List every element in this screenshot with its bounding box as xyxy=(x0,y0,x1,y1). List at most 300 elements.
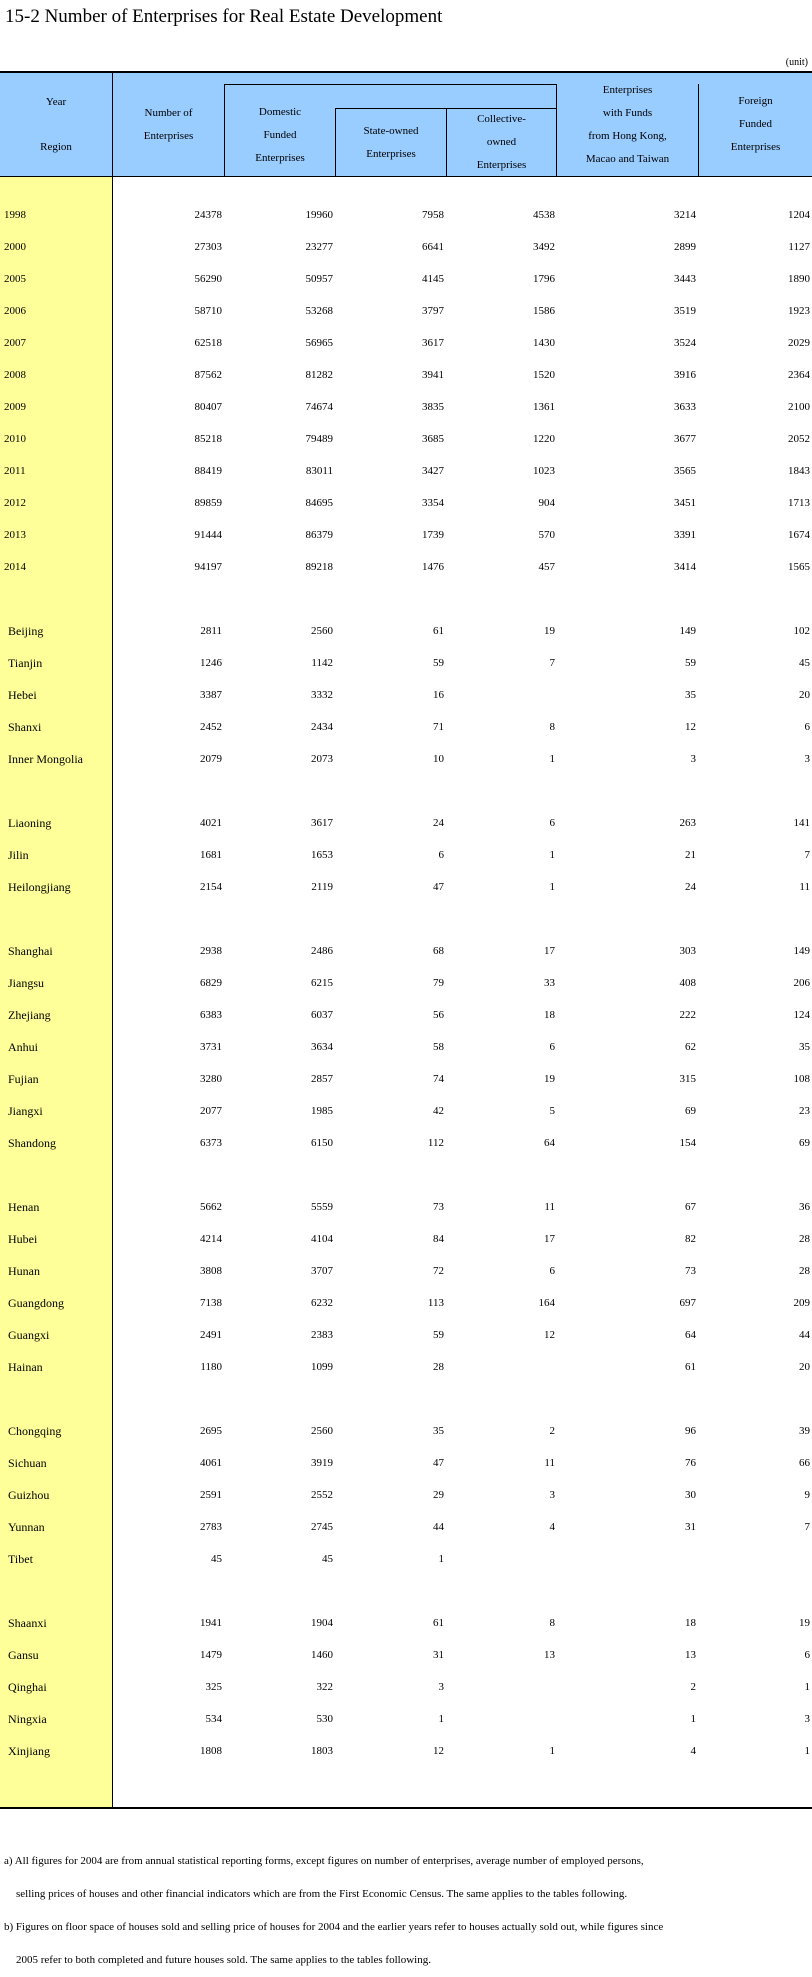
table-cell: 7 xyxy=(804,849,810,861)
table-cell: 1180 xyxy=(200,1361,222,1373)
table-cell: 1565 xyxy=(788,561,810,573)
table-cell: 24 xyxy=(685,881,696,893)
year-label: 2014 xyxy=(4,561,26,573)
table-cell: 1 xyxy=(549,849,555,861)
table-cell: 20 xyxy=(799,1361,810,1373)
table-cell: 62518 xyxy=(194,337,222,349)
table-cell: 6150 xyxy=(311,1137,333,1149)
table-cell: 61 xyxy=(685,1361,696,1373)
table-row xyxy=(0,1197,812,1217)
year-label: 2009 xyxy=(4,401,26,413)
region-label: Tianjin xyxy=(8,656,43,670)
table-cell: 1023 xyxy=(533,465,555,477)
table-cell: 2899 xyxy=(674,241,696,253)
header-number-of-enterprises xyxy=(113,73,224,176)
region-label: Shanxi xyxy=(8,720,42,734)
region-label: Jilin xyxy=(8,848,29,862)
table-cell: 59 xyxy=(433,657,444,669)
table-cell: 3731 xyxy=(200,1041,222,1053)
table-cell: 11 xyxy=(799,881,810,893)
table-row xyxy=(0,749,812,769)
table-cell: 3633 xyxy=(674,401,696,413)
table-cell: 79489 xyxy=(305,433,333,445)
table-cell: 80407 xyxy=(194,401,222,413)
table-cell: 7138 xyxy=(200,1297,222,1309)
table-cell: 3707 xyxy=(311,1265,333,1277)
region-label: Guangdong xyxy=(8,1296,64,1310)
table-cell: 69 xyxy=(685,1105,696,1117)
table-row xyxy=(0,941,812,961)
table-cell: 1 xyxy=(438,1553,444,1565)
table-cell: 3 xyxy=(804,1713,810,1725)
table-cell: 5559 xyxy=(311,1201,333,1213)
region-label: Hebei xyxy=(8,688,37,702)
header-text: State-owned xyxy=(363,124,419,137)
table-cell: 1 xyxy=(690,1713,696,1725)
table-cell: 322 xyxy=(316,1681,333,1693)
table-cell: 1476 xyxy=(422,561,444,573)
table-cell: 3634 xyxy=(311,1041,333,1053)
table-cell: 4 xyxy=(549,1521,555,1533)
table-cell: 85218 xyxy=(194,433,222,445)
table-cell: 1 xyxy=(438,1713,444,1725)
table-cell: 31 xyxy=(433,1649,444,1661)
year-label: 2012 xyxy=(4,497,26,509)
table-row xyxy=(0,1005,812,1025)
table-cell: 3 xyxy=(804,753,810,765)
table-cell: 89218 xyxy=(305,561,333,573)
table-row xyxy=(0,1037,812,1057)
table-cell: 4021 xyxy=(200,817,222,829)
table-cell: 23 xyxy=(799,1105,810,1117)
region-label: Hubei xyxy=(8,1232,38,1246)
table-cell: 94197 xyxy=(194,561,222,573)
table-cell: 124 xyxy=(793,1009,810,1021)
table-cell: 61 xyxy=(433,625,444,637)
header-text: from Hong Kong, xyxy=(588,129,667,142)
table-cell: 69 xyxy=(799,1137,810,1149)
table-cell: 2073 xyxy=(311,753,333,765)
table-cell: 5 xyxy=(549,1105,555,1117)
table-cell: 31 xyxy=(685,1521,696,1533)
table-cell: 2364 xyxy=(788,369,810,381)
table-cell: 457 xyxy=(538,561,555,573)
table-cell: 3524 xyxy=(674,337,696,349)
table-row xyxy=(0,461,812,481)
table-cell: 76 xyxy=(685,1457,696,1469)
table-cell: 102 xyxy=(793,625,810,637)
table-row xyxy=(0,1613,812,1633)
region-label: Anhui xyxy=(8,1040,38,1054)
table-cell: 3565 xyxy=(674,465,696,477)
table-row xyxy=(0,269,812,289)
divider xyxy=(0,176,812,177)
table-cell: 44 xyxy=(433,1521,444,1533)
table-row xyxy=(0,717,812,737)
table-cell: 1099 xyxy=(311,1361,333,1373)
table-cell: 4061 xyxy=(200,1457,222,1469)
table-cell: 2783 xyxy=(200,1521,222,1533)
table-cell: 4104 xyxy=(311,1233,333,1245)
table-cell: 35 xyxy=(685,689,696,701)
header-text: Domestic xyxy=(258,106,302,118)
table-cell: 28 xyxy=(433,1361,444,1373)
table-cell: 3835 xyxy=(422,401,444,413)
table-cell: 534 xyxy=(205,1713,222,1725)
table-cell: 6 xyxy=(804,1649,810,1661)
table-cell: 36 xyxy=(799,1201,810,1213)
table-cell: 10 xyxy=(433,753,444,765)
table-cell: 154 xyxy=(679,1137,696,1149)
table-row xyxy=(0,237,812,257)
table-cell: 8 xyxy=(549,1617,555,1629)
table-cell: 2079 xyxy=(200,753,222,765)
table-cell: 1142 xyxy=(311,657,333,669)
region-label: Shandong xyxy=(8,1136,56,1150)
table-cell: 530 xyxy=(316,1713,333,1725)
table-cell: 7 xyxy=(804,1521,810,1533)
table-cell: 82 xyxy=(685,1233,696,1245)
region-label: Inner Mongolia xyxy=(8,752,83,766)
year-label: 2007 xyxy=(4,337,26,349)
region-label: Tibet xyxy=(8,1552,33,1566)
footnote-a-continued: selling prices of houses and other financial indicators which are from the First Economic Census. The same applies to the tables following. xyxy=(16,1888,628,1900)
table-cell: 1 xyxy=(804,1681,810,1693)
table-cell: 64 xyxy=(685,1329,696,1341)
table-cell: 72 xyxy=(433,1265,444,1277)
table-cell: 222 xyxy=(679,1009,696,1021)
table-cell: 96 xyxy=(685,1425,696,1437)
table-cell: 6383 xyxy=(200,1009,222,1021)
region-label: Jiangsu xyxy=(8,976,44,990)
table-row xyxy=(0,1357,812,1377)
table-cell: 56 xyxy=(433,1009,444,1021)
footnote-b-continued: 2005 refer to both completed and future houses sold. The same applies to the tables following. xyxy=(16,1954,431,1966)
table-cell: 112 xyxy=(427,1137,444,1149)
divider xyxy=(224,84,556,85)
table-cell: 697 xyxy=(679,1297,696,1309)
table-cell: 4538 xyxy=(533,209,555,221)
table-cell: 1479 xyxy=(200,1649,222,1661)
region-label: Liaoning xyxy=(8,816,52,830)
table-row xyxy=(0,653,812,673)
table-cell: 3617 xyxy=(422,337,444,349)
table-cell: 11 xyxy=(544,1457,555,1469)
table-cell: 325 xyxy=(205,1681,222,1693)
region-label: Hainan xyxy=(8,1360,43,1374)
table-cell: 263 xyxy=(679,817,696,829)
table-cell: 1204 xyxy=(788,209,810,221)
year-label: 2011 xyxy=(4,465,26,477)
year-label: 2000 xyxy=(4,241,26,253)
year-label: 2005 xyxy=(4,273,26,285)
year-label: 1998 xyxy=(4,209,26,221)
unit-label: (unit) xyxy=(785,57,808,68)
region-label: Heilongjiang xyxy=(8,880,71,894)
table-cell: 84695 xyxy=(305,497,333,509)
table-cell: 1 xyxy=(549,753,555,765)
table-cell: 4214 xyxy=(200,1233,222,1245)
table-cell: 6 xyxy=(549,817,555,829)
table-cell: 1890 xyxy=(788,273,810,285)
table-cell: 2695 xyxy=(200,1425,222,1437)
table-cell: 3451 xyxy=(674,497,696,509)
table-cell: 2119 xyxy=(311,881,333,893)
table-cell: 1361 xyxy=(533,401,555,413)
region-label: Guizhou xyxy=(8,1488,50,1502)
table-row xyxy=(0,1229,812,1249)
table-cell: 47 xyxy=(433,1457,444,1469)
table-cell: 1586 xyxy=(533,305,555,317)
table-row xyxy=(0,1453,812,1473)
table-cell: 408 xyxy=(679,977,696,989)
table-cell: 84 xyxy=(433,1233,444,1245)
table-cell: 73 xyxy=(433,1201,444,1213)
table-cell: 3280 xyxy=(200,1073,222,1085)
header-text: Enterprises xyxy=(366,147,416,160)
table-cell: 6232 xyxy=(311,1297,333,1309)
header-text: Enterprises xyxy=(602,83,653,96)
table-cell: 1843 xyxy=(788,465,810,477)
table-cell: 6 xyxy=(549,1041,555,1053)
year-label: 2008 xyxy=(4,369,26,381)
table-cell: 1520 xyxy=(533,369,555,381)
table-cell: 13 xyxy=(685,1649,696,1661)
table-cell: 59 xyxy=(685,657,696,669)
table-cell: 1220 xyxy=(533,433,555,445)
table-cell: 56965 xyxy=(305,337,333,349)
table-cell: 1674 xyxy=(788,529,810,541)
table-cell: 206 xyxy=(793,977,810,989)
header-collective-owned xyxy=(447,109,556,176)
table-cell: 4 xyxy=(690,1745,696,1757)
table-cell: 21 xyxy=(685,849,696,861)
table-cell: 149 xyxy=(679,625,696,637)
table-cell: 86379 xyxy=(305,529,333,541)
header-text: Number of xyxy=(144,106,193,119)
footnote-a: a) All figures for 2004 are from annual statistical reporting forms, except figures on number of enterprises, average number of employed persons, xyxy=(4,1855,644,1867)
table-cell: 44 xyxy=(799,1329,810,1341)
table-row xyxy=(0,621,812,641)
table-cell: 3354 xyxy=(422,497,444,509)
region-label: Fujian xyxy=(8,1072,39,1086)
table-cell: 19 xyxy=(799,1617,810,1629)
table-cell: 87562 xyxy=(194,369,222,381)
table-cell: 45 xyxy=(799,657,810,669)
table-cell: 1430 xyxy=(533,337,555,349)
table-cell: 66 xyxy=(799,1457,810,1469)
table-cell: 209 xyxy=(793,1297,810,1309)
header-hk-macao-taiwan xyxy=(557,73,698,176)
table-cell: 1904 xyxy=(311,1617,333,1629)
table-cell: 68 xyxy=(433,945,444,957)
table-cell: 1923 xyxy=(788,305,810,317)
table-cell: 6641 xyxy=(422,241,444,253)
table-row xyxy=(0,1421,812,1441)
table-cell: 2857 xyxy=(311,1073,333,1085)
table-cell: 9 xyxy=(804,1489,810,1501)
region-label: Ningxia xyxy=(8,1712,47,1726)
table-cell: 1681 xyxy=(200,849,222,861)
table-cell: 141 xyxy=(793,817,810,829)
table-cell: 904 xyxy=(538,497,555,509)
table-cell: 2 xyxy=(549,1425,555,1437)
table-cell: 164 xyxy=(538,1297,555,1309)
table-cell: 17 xyxy=(544,945,555,957)
region-label: Jiangxi xyxy=(8,1104,43,1118)
table-cell: 2486 xyxy=(311,945,333,957)
table-cell: 1 xyxy=(804,1745,810,1757)
table-row xyxy=(0,301,812,321)
table-cell: 88419 xyxy=(194,465,222,477)
table-cell: 45 xyxy=(322,1553,333,1565)
table-cell: 3 xyxy=(438,1681,444,1693)
table-cell: 3941 xyxy=(422,369,444,381)
table-cell: 7958 xyxy=(422,209,444,221)
table-cell: 33 xyxy=(544,977,555,989)
table-cell: 108 xyxy=(793,1073,810,1085)
table-cell: 1803 xyxy=(311,1745,333,1757)
table-cell: 39 xyxy=(799,1425,810,1437)
table-cell: 3916 xyxy=(674,369,696,381)
table-cell: 3685 xyxy=(422,433,444,445)
table-cell: 2745 xyxy=(311,1521,333,1533)
header-text: Enterprises xyxy=(255,152,305,164)
header-text: Funded xyxy=(263,129,297,141)
table-cell: 53268 xyxy=(305,305,333,317)
table-cell: 11 xyxy=(544,1201,555,1213)
header-text: Funded xyxy=(739,118,772,130)
header-text: with Funds xyxy=(602,106,653,119)
header-text: Enterprises xyxy=(476,159,527,171)
table-cell: 18 xyxy=(685,1617,696,1629)
table-cell: 19960 xyxy=(305,209,333,221)
table-cell: 59 xyxy=(433,1329,444,1341)
table-cell: 62 xyxy=(685,1041,696,1053)
table-cell: 303 xyxy=(679,945,696,957)
table-cell: 24 xyxy=(433,817,444,829)
footnotes xyxy=(4,1845,810,1977)
table-cell: 3443 xyxy=(674,273,696,285)
table-cell: 23277 xyxy=(305,241,333,253)
table-cell: 2434 xyxy=(311,721,333,733)
table-row xyxy=(0,973,812,993)
table-cell: 29 xyxy=(433,1489,444,1501)
region-label: Henan xyxy=(8,1200,40,1214)
table-cell: 2 xyxy=(690,1681,696,1693)
table-cell: 3427 xyxy=(422,465,444,477)
table-cell: 3214 xyxy=(674,209,696,221)
table-cell: 4145 xyxy=(422,273,444,285)
header-text: Foreign xyxy=(738,95,773,107)
region-label: Qinghai xyxy=(8,1680,47,1694)
region-label: Xinjiang xyxy=(8,1744,50,1758)
table-cell: 2452 xyxy=(200,721,222,733)
table-cell: 3797 xyxy=(422,305,444,317)
year-label: 2010 xyxy=(4,433,26,445)
header-region-label: Region xyxy=(40,140,72,153)
table-cell: 2029 xyxy=(788,337,810,349)
table-row xyxy=(0,525,812,545)
table-cell: 71 xyxy=(433,721,444,733)
header-text: owned xyxy=(486,136,517,148)
table-row xyxy=(0,1517,812,1537)
table-cell: 1653 xyxy=(311,849,333,861)
table-cell: 19 xyxy=(544,1073,555,1085)
table-cell: 149 xyxy=(793,945,810,957)
table-cell: 12 xyxy=(685,721,696,733)
table-row xyxy=(0,1677,812,1697)
table-row xyxy=(0,1741,812,1761)
region-label: Shanghai xyxy=(8,944,53,958)
table-cell: 6037 xyxy=(311,1009,333,1021)
table-row xyxy=(0,205,812,225)
table-cell: 3 xyxy=(549,1489,555,1501)
table-cell: 113 xyxy=(427,1297,444,1309)
table-cell: 42 xyxy=(433,1105,444,1117)
table-row xyxy=(0,1069,812,1089)
table-cell: 61 xyxy=(433,1617,444,1629)
table-cell: 5662 xyxy=(200,1201,222,1213)
table-cell: 81282 xyxy=(305,369,333,381)
table-row xyxy=(0,845,812,865)
table-cell: 2077 xyxy=(200,1105,222,1117)
table-cell: 6 xyxy=(804,721,810,733)
table-row xyxy=(0,1645,812,1665)
table-row xyxy=(0,1133,812,1153)
table-cell: 3414 xyxy=(674,561,696,573)
table-cell: 570 xyxy=(538,529,555,541)
region-label: Chongqing xyxy=(8,1424,62,1438)
table-cell: 3519 xyxy=(674,305,696,317)
table-row xyxy=(0,1293,812,1313)
table-cell: 3677 xyxy=(674,433,696,445)
table-row xyxy=(0,685,812,705)
header-domestic-funded xyxy=(225,95,335,176)
region-label: Hunan xyxy=(8,1264,40,1278)
table-cell: 18 xyxy=(544,1009,555,1021)
table-cell: 1739 xyxy=(422,529,444,541)
table-cell: 6373 xyxy=(200,1137,222,1149)
table-row xyxy=(0,557,812,577)
region-label: Gansu xyxy=(8,1648,39,1662)
table-row xyxy=(0,1261,812,1281)
table-cell: 6215 xyxy=(311,977,333,989)
table-cell: 24378 xyxy=(194,209,222,221)
table-cell: 2052 xyxy=(788,433,810,445)
table-row xyxy=(0,1101,812,1121)
header-year-region xyxy=(0,73,112,176)
table-row xyxy=(0,397,812,417)
table-cell: 6 xyxy=(438,849,444,861)
table-cell: 1808 xyxy=(200,1745,222,1757)
table-row xyxy=(0,877,812,897)
header-text: Macao and Taiwan xyxy=(585,152,670,165)
table-cell: 12 xyxy=(433,1745,444,1757)
table-cell: 74674 xyxy=(305,401,333,413)
table-cell: 28 xyxy=(799,1265,810,1277)
table-cell: 1713 xyxy=(788,497,810,509)
table-row xyxy=(0,1325,812,1345)
year-label: 2006 xyxy=(4,305,26,317)
table-cell: 6 xyxy=(549,1265,555,1277)
table-cell: 3 xyxy=(690,753,696,765)
region-label: Beijing xyxy=(8,624,44,638)
table-cell: 79 xyxy=(433,977,444,989)
table-cell: 56290 xyxy=(194,273,222,285)
table-cell: 3391 xyxy=(674,529,696,541)
table-cell: 58710 xyxy=(194,305,222,317)
